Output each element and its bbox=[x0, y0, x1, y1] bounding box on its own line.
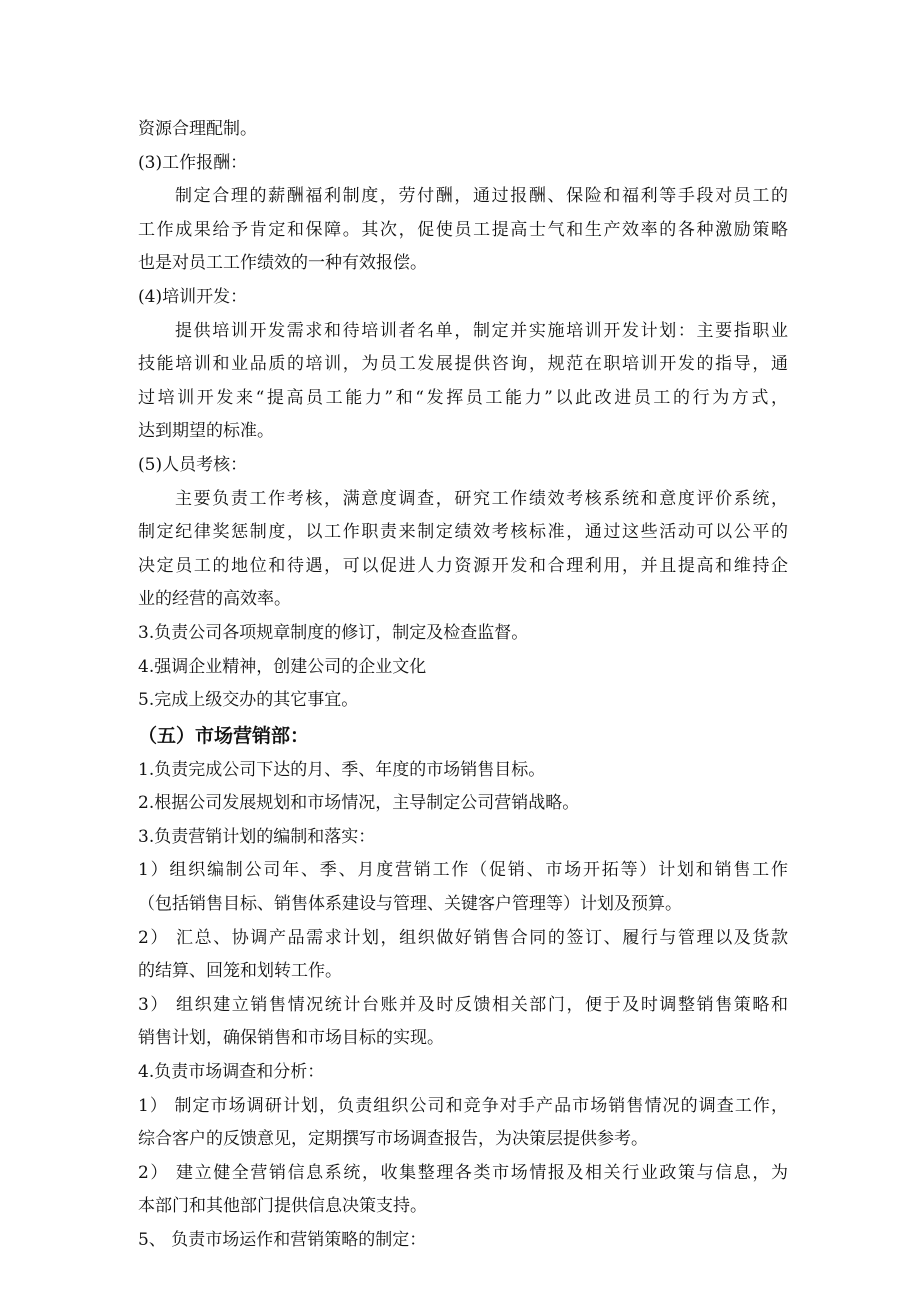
text-line: 1） 制定市场调研计划，负责组织公司和竞争对手产品市场销售情况的调查工作， bbox=[138, 1095, 788, 1116]
text-line: 2） 汇总、协调产品需求计划，组织做好销售合同的签订、履行与管理以及货款 bbox=[138, 927, 788, 948]
text-line: 销售计划，确保销售和市场目标的实现。 bbox=[138, 1028, 444, 1049]
text-line: 制定纪律奖惩制度，以工作职责来制定绩效考核标准，通过这些活动可以公平的 bbox=[138, 522, 788, 543]
text-line: 技能培训和业品质的培训，为员工发展提供咨询，规范在职培训开发的指导，通 bbox=[138, 354, 788, 375]
text-line: 的结算、回笼和划转工作。 bbox=[138, 961, 342, 982]
text-line: (4)培训开发： bbox=[138, 286, 248, 307]
text-line: 5、 负责市场运作和营销策略的制定： bbox=[138, 1230, 427, 1250]
section-heading: （五）市场营销部： bbox=[138, 724, 310, 747]
text-line: 过培训开发来“提高员工能力”和“发挥员工能力”以此改进员工的行为方式， bbox=[138, 387, 788, 408]
text-line: 3.负责公司各项规章制度的修订，制定及检查监督。 bbox=[138, 622, 529, 643]
text-line: （包括销售目标、销售体系建设与管理、关键客户管理等）计划及预算。 bbox=[138, 894, 682, 915]
text-line: 本部门和其他部门提供信息决策支持。 bbox=[138, 1196, 427, 1217]
text-line: (5)人员考核： bbox=[138, 454, 248, 475]
document-body bbox=[138, 113, 788, 1258]
text-line: 工作成果给予肯定和保障。其次，促使员工提高士气和生产效率的各种激励策略 bbox=[138, 219, 788, 240]
text-line: 4.负责市场调查和分析： bbox=[138, 1062, 325, 1083]
text-line: 3.负责营销计划的编制和落实： bbox=[138, 826, 376, 847]
text-line: 提供培训开发需求和待培训者名单，制定并实施培训开发计划：主要指职业 bbox=[175, 320, 788, 341]
text-line: 1.负责完成公司下达的月、季、年度的市场销售目标。 bbox=[138, 759, 546, 780]
text-line: 5.完成上级交办的其它事宜。 bbox=[138, 690, 359, 711]
text-line: 业的经营的高效率。 bbox=[138, 589, 291, 610]
text-line: (3)工作报酬： bbox=[138, 152, 248, 173]
text-line: 资源合理配制。 bbox=[138, 119, 257, 139]
text-line: 达到期望的标准。 bbox=[138, 421, 274, 442]
text-line: 2.根据公司发展规划和市场情况，主导制定公司营销战略。 bbox=[138, 793, 580, 814]
text-line: 1）组织编制公司年、季、月度营销工作（促销、市场开拓等）计划和销售工作 bbox=[138, 860, 788, 881]
text-line: 制定合理的薪酬福利制度，劳付酬，通过报酬、保险和福利等手段对员工的 bbox=[175, 186, 788, 207]
text-line: 2） 建立健全营销信息系统，收集整理各类市场情报及相关行业政策与信息，为 bbox=[138, 1162, 788, 1183]
text-line: 综合客户的反馈意见，定期撰写市场调查报告，为决策层提供参考。 bbox=[138, 1129, 648, 1150]
text-line: 也是对员工工作绩效的一种有效报偿。 bbox=[138, 253, 427, 274]
text-line: 3） 组织建立销售情况统计台账并及时反馈相关部门，便于及时调整销售策略和 bbox=[138, 994, 788, 1015]
text-line: 决定员工的地位和待遇，可以促进人力资源开发和合理利用，并且提高和维持企 bbox=[138, 555, 788, 576]
text-line: 主要负责工作考核，满意度调查，研究工作绩效考核系统和意度评价系统， bbox=[175, 488, 788, 509]
text-line: 4.强调企业精神，创建公司的企业文化 bbox=[138, 656, 427, 677]
